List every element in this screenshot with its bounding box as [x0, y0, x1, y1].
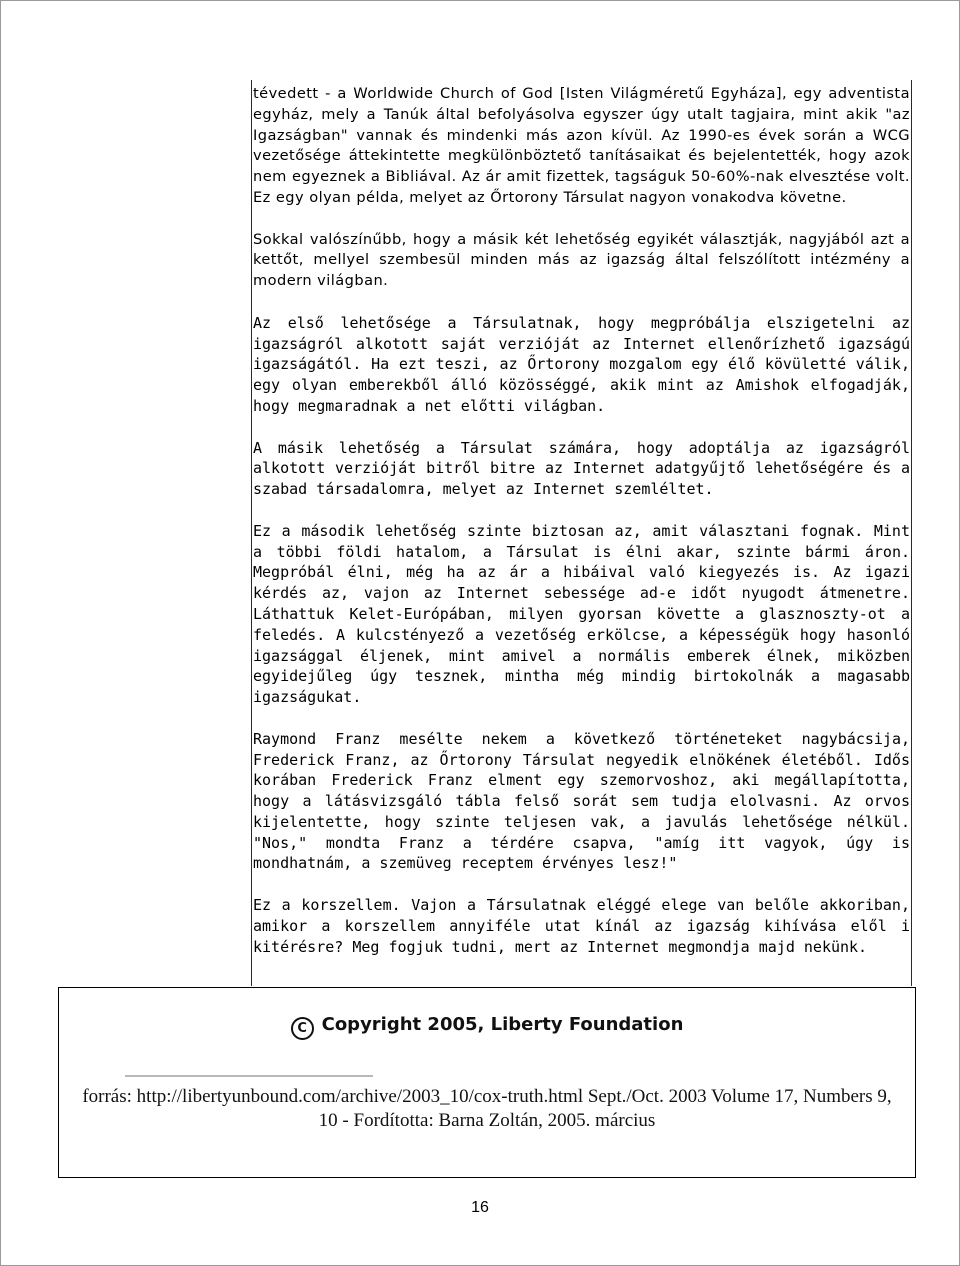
paragraph: Raymond Franz mesélte nekem a következő történeteket nagybácsija, Frederick Franz, az Őrtorony Társulat negyedik elnökének életéből. Idős korában Frederick Franz elment egy szemorvoshoz, aki megállapította, hogy a látásvizsgáló tábla felső sorát sem tudja elolvasni. Az orvos kijelentette, hogy szinte teljesen vak, a javulás lehetősége nélkül. "Nos," mondta Franz a térdére csapva, "amíg itt vagyok, úgy is mondhatnám, a szemüveg receptem érvényes lesz!"	[253, 729, 910, 873]
paragraph: A másik lehetőség a Társulat számára, hogy adoptálja az igazságról alkotott verzióját bitről bitre az Internet adatgyűjtő lehetőségére és a szabad társadalomra, melyet az Internet szemléltet.	[253, 438, 910, 499]
copyright-icon: C	[291, 1017, 314, 1040]
page-number: 16	[471, 1199, 489, 1216]
paragraph: Sokkal valószínűbb, hogy a másik két lehetőség egyikét választják, nagyjából azt a kettőt, mellyel szembesül minden más az igazság által felszólított intézmény a modern világban.	[253, 230, 910, 290]
paragraph: tévedett - a Worldwide Church of God [Isten Világméretű Egyháza], egy adventista egyház, mely a Tanúk által befolyásolva egyszer úgy utalt tagjaira, mint akik "az Igazságban" vannak és mindenki más azon kívül. Az 1990-es évek során a WCG vezetősége áttekintette megkülönböztető tanításaikat és bejelentették, hogy azok nem egyeznek a Bibliával. Az ár amit fizettek, tagságuk 50-60%-nak elvesztése volt. Ez egy olyan példa, melyet az Őrtorony Társulat nagyon vonakodva követne.	[253, 85, 910, 206]
copyright-line	[59, 1014, 915, 1040]
footer-box	[58, 987, 916, 1178]
footnote-rule	[125, 1075, 373, 1077]
source-note: forrás: http://libertyunbound.com/archive/2003_10/cox-truth.html Sept./Oct. 2003 Volume 17, Numbers 9, 10 - Fordította: Barna Zoltán, 2005. március	[82, 1086, 892, 1131]
paragraph: Az első lehetősége a Társulatnak, hogy megpróbálja elszigetelni az igazságról alkotott saját verzióját az Internet ellenőrízhető igazságú igazságától. Ha ezt teszi, az Őrtorony mozgalom egy élő kövületté válik, egy olyan emberekből álló közösséggé, akik mint az Amishok elfogadják, hogy megmaradnak a net előtti világban.	[253, 313, 910, 415]
paragraph: Ez a második lehetőség szinte biztosan az, amit választani fognak. Mint a többi földi hatalom, a Társulat is élni akar, szinte bármi áron. Megpróbál élni, még ha az ár a hibáival való kiegyezés is. Az igazi kérdés az, vajon az Internet sebessége ad-e időt nyugodt átmenetre. Láthattuk Kelet-Európában, milyen gyorsan követte a glasznoszty-ot a feledés. A kulcstényező a vezetőség erkölcse, a képességük hogy hasonló igazsággal éljenek, mint amivel a normális emberek élnek, miközben egyidejűleg úgy tesznek, mintha még mindig birtokolnák a magasabb igazságukat.	[253, 521, 910, 707]
paragraph: Ez a korszellem. Vajon a Társulatnak eléggé elege van belőle akkoriban, amikor a korszellem annyiféle utat kínál az igazság kihívása elől i kitérésre? Meg fogjuk tudni, mert az Internet megmondja majd nekünk.	[253, 896, 910, 956]
body-text	[253, 84, 910, 978]
copyright-text: Copyright 2005, Liberty Foundation	[321, 1014, 684, 1035]
